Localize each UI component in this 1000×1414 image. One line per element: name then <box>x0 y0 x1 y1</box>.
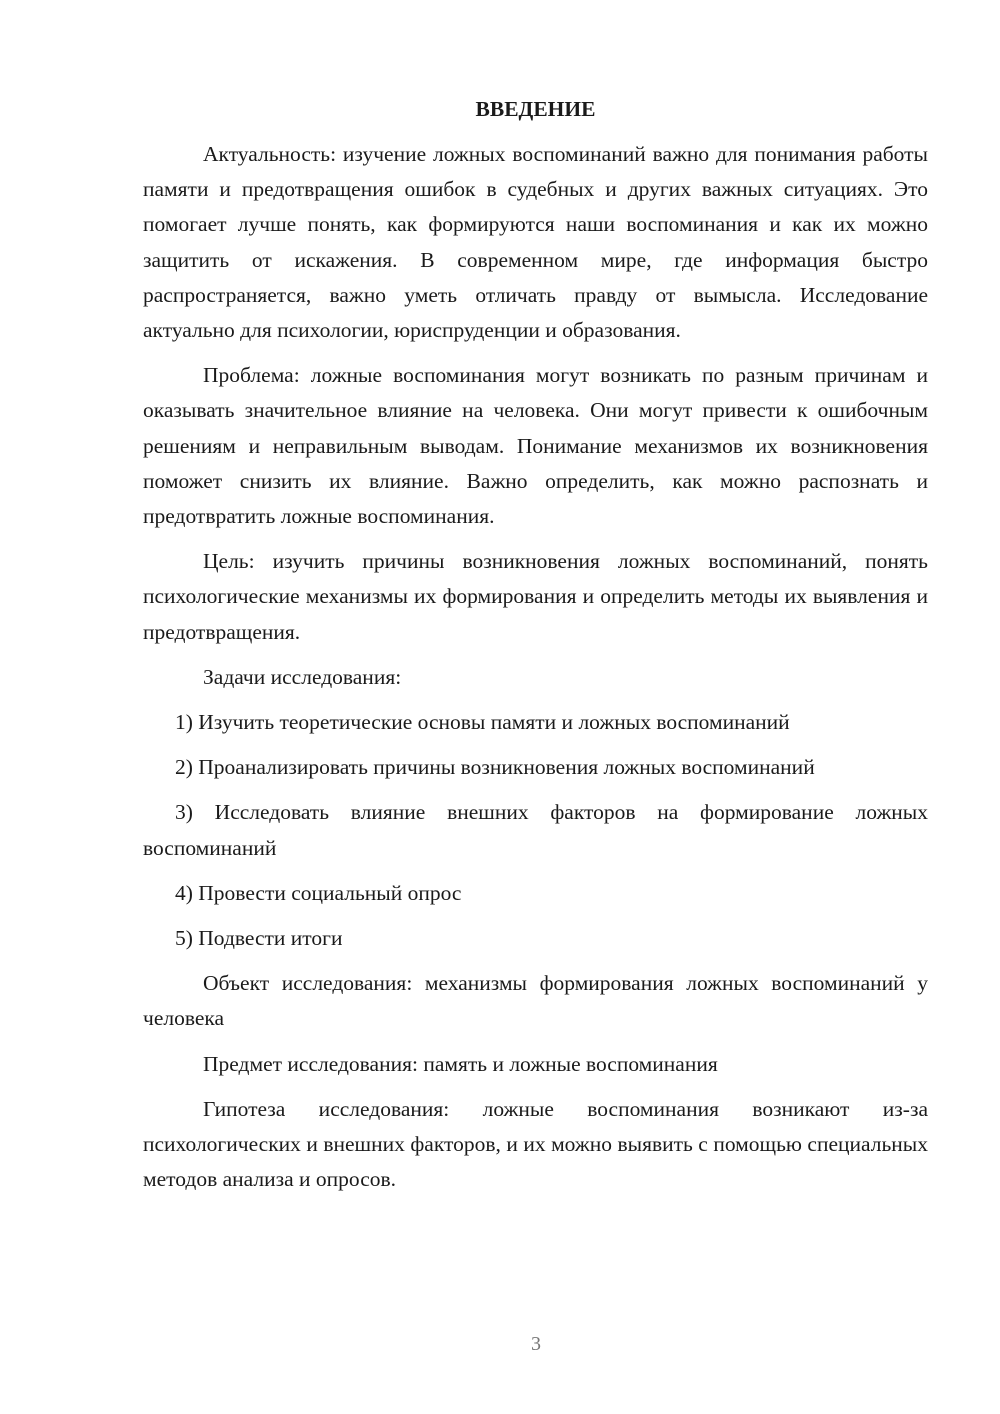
paragraph-problem: Проблема: ложные воспоминания могут возникать по разным причинам и оказывать значительное влияние на человека. Они могут привести к ошибочным решениям и неправильным выводам. Понимание механизмов их возникновения поможет снизить их влияние. Важно определить, как можно распознать и предотвратить ложные воспоминания. <box>143 363 928 529</box>
task-item-2: 2) Проанализировать причины возникновения ложных воспоминаний <box>175 755 815 780</box>
paragraph-subject: Предмет исследования: память и ложные воспоминания <box>203 1051 718 1076</box>
task-item-3: 3) Исследовать влияние внешних факторов на формирование ложных воспоминаний <box>143 800 928 860</box>
paragraph-relevance: Актуальность: изучение ложных воспоминаний важно для понимания работы памяти и предотвращения ошибок в судебных и других важных ситуациях. Это помогает лучше понять, как формируются наши воспоминания и как их можно защитить от искажения. В современном мире, где информация быстро распространяется, важно уметь отличать правду от вымысла. Исследование актуально для психологии, юриспруденции и образования. <box>143 142 928 343</box>
paragraph-object: Объект исследования: механизмы формирования ложных воспоминаний у человека <box>143 971 928 1031</box>
task-item-1: 1) Изучить теоретические основы памяти и ложных воспоминаний <box>175 710 790 735</box>
task-item-4: 4) Провести социальный опрос <box>175 880 462 905</box>
document-page <box>143 92 928 1207</box>
section-heading: ВВЕДЕНИЕ <box>475 97 596 121</box>
page-number: 3 <box>531 1333 541 1355</box>
paragraph-hypothesis: Гипотеза исследования: ложные воспоминания возникают из-за психологических и внешних факторов, и их можно выявить с помощью специальных методов анализа и опросов. <box>143 1096 928 1192</box>
task-item-5: 5) Подвести итоги <box>175 926 343 951</box>
tasks-title: Задачи исследования: <box>203 664 402 689</box>
paragraph-goal: Цель: изучить причины возникновения ложных воспоминаний, понять психологические механизмы их формирования и определить методы их выявления и предотвращения. <box>143 549 928 644</box>
